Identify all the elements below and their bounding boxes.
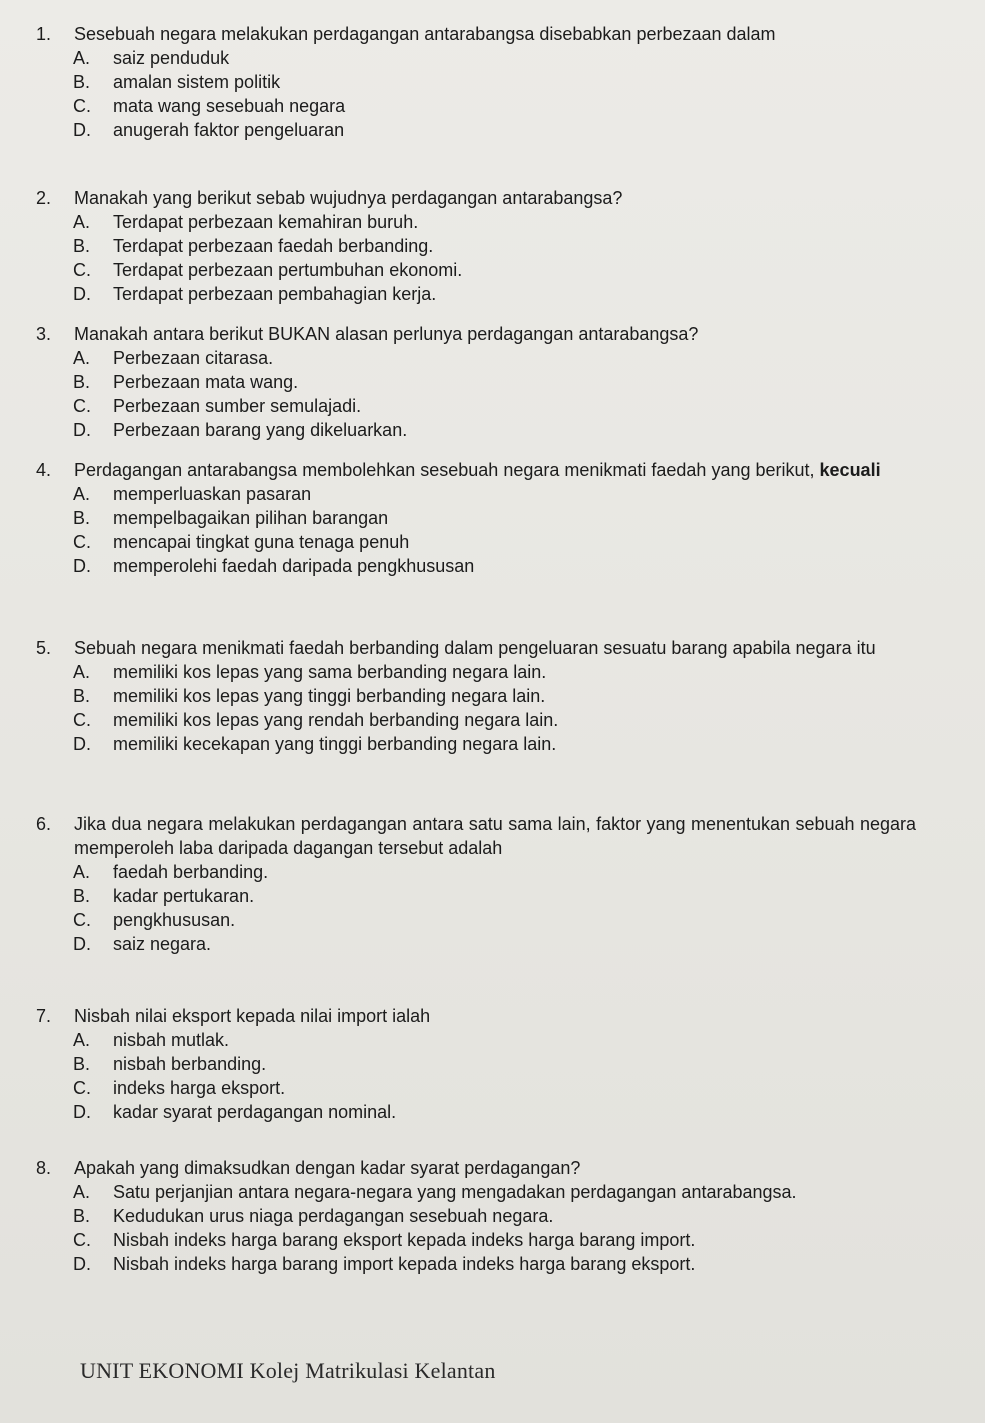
- option-list: [73, 1028, 916, 1124]
- option-text: saiz negara.: [113, 934, 212, 954]
- option-d[interactable]: [73, 418, 916, 442]
- option-text: nisbah mutlak.: [113, 1030, 230, 1050]
- option-text: Terdapat perbezaan pertumbuhan ekonomi.: [113, 260, 463, 280]
- question-5: [36, 636, 916, 756]
- question-text: Manakah yang berikut sebab wujudnya perdagangan antarabangsa?: [74, 188, 623, 208]
- option-c[interactable]: [73, 708, 916, 732]
- option-letter: C.: [73, 910, 91, 930]
- option-text: memiliki kos lepas yang sama berbanding negara lain.: [113, 662, 547, 682]
- option-letter: A.: [73, 662, 91, 682]
- option-letter: B.: [73, 508, 91, 528]
- option-letter: A.: [73, 1030, 91, 1050]
- option-letter: A.: [73, 484, 91, 504]
- option-letter: B.: [73, 72, 91, 92]
- option-b[interactable]: [73, 370, 916, 394]
- option-c[interactable]: [73, 258, 916, 282]
- option-b[interactable]: [73, 234, 916, 258]
- option-a[interactable]: [73, 1180, 916, 1204]
- question-text: Nisbah nilai eksport kepada nilai import ialah: [74, 1006, 431, 1026]
- question-number: 6.: [36, 814, 52, 834]
- option-text: Nisbah indeks harga barang eksport kepada indeks harga barang import.: [113, 1230, 696, 1250]
- option-list: [73, 46, 916, 142]
- option-letter: C.: [73, 1078, 91, 1098]
- question-7: [36, 1004, 916, 1124]
- option-c[interactable]: [73, 1228, 916, 1252]
- option-text: Terdapat perbezaan kemahiran buruh.: [113, 212, 419, 232]
- question-stem: [36, 186, 916, 210]
- option-list: [73, 482, 916, 578]
- option-text: memperolehi faedah daripada pengkhususan: [113, 556, 475, 576]
- question-stem: [36, 458, 916, 482]
- question-stem: [36, 22, 916, 46]
- option-text: mencapai tingkat guna tenaga penuh: [113, 532, 410, 552]
- option-a[interactable]: [73, 860, 916, 884]
- option-b[interactable]: [73, 684, 916, 708]
- option-text: memiliki kos lepas yang rendah berbanding negara lain.: [113, 710, 559, 730]
- option-letter: D.: [73, 556, 91, 576]
- question-text: Sebuah negara menikmati faedah berbanding dalam pengeluaran sesuatu barang apabila negara itu: [74, 638, 876, 658]
- question-stem: [36, 636, 916, 660]
- question-emphasis: kecuali: [819, 460, 881, 480]
- question-2: [36, 186, 916, 306]
- question-text: Sesebuah negara melakukan perdagangan antarabangsa disebabkan perbezaan dalam: [74, 24, 776, 44]
- option-d[interactable]: [73, 732, 916, 756]
- option-letter: D.: [73, 934, 91, 954]
- option-letter: C.: [73, 96, 91, 116]
- question-1: [36, 22, 916, 142]
- question-text-main: Perdagangan antarabangsa membolehkan sesebuah negara menikmati faedah yang berikut,: [74, 460, 815, 480]
- option-c[interactable]: [73, 908, 916, 932]
- question-number: 5.: [36, 638, 52, 658]
- option-letter: D.: [73, 1102, 91, 1122]
- question-stem: [36, 322, 916, 346]
- option-text: faedah berbanding.: [113, 862, 269, 882]
- option-text: Perbezaan barang yang dikeluarkan.: [113, 420, 408, 440]
- option-letter: B.: [73, 1054, 91, 1074]
- question-8: [36, 1156, 916, 1276]
- option-letter: B.: [73, 372, 91, 392]
- question-text: Apakah yang dimaksudkan dengan kadar syarat perdagangan?: [74, 1158, 581, 1178]
- option-c[interactable]: [73, 394, 916, 418]
- question-4: [36, 458, 916, 578]
- option-text: mempelbagaikan pilihan barangan: [113, 508, 389, 528]
- option-text: memiliki kecekapan yang tinggi berbanding negara lain.: [113, 734, 557, 754]
- option-text: Nisbah indeks harga barang import kepada indeks harga barang eksport.: [113, 1254, 696, 1274]
- option-text: Kedudukan urus niaga perdagangan sesebuah negara.: [113, 1206, 554, 1226]
- option-text: anugerah faktor pengeluaran: [113, 120, 345, 140]
- option-letter: B.: [73, 886, 91, 906]
- option-c[interactable]: [73, 530, 916, 554]
- option-text: pengkhususan.: [113, 910, 236, 930]
- option-letter: C.: [73, 710, 91, 730]
- option-a[interactable]: [73, 482, 916, 506]
- option-list: [73, 210, 916, 306]
- option-letter: A.: [73, 212, 91, 232]
- option-list: [73, 860, 916, 956]
- option-text: Perbezaan citarasa.: [113, 348, 274, 368]
- question-text: Manakah antara berikut BUKAN alasan perlunya perdagangan antarabangsa?: [74, 324, 699, 344]
- page-footer: UNIT EKONOMI Kolej Matrikulasi Kelantan: [80, 1358, 496, 1383]
- option-a[interactable]: [73, 660, 916, 684]
- option-letter: A.: [73, 862, 91, 882]
- question-stem: [36, 812, 916, 860]
- option-text: Terdapat perbezaan pembahagian kerja.: [113, 284, 437, 304]
- option-letter: C.: [73, 396, 91, 416]
- option-list: [73, 346, 916, 442]
- option-text: indeks harga eksport.: [113, 1078, 286, 1098]
- question-stem: [36, 1156, 916, 1180]
- option-d[interactable]: [73, 1252, 916, 1276]
- option-letter: D.: [73, 120, 91, 140]
- option-c[interactable]: [73, 94, 916, 118]
- option-text: mata wang sesebuah negara: [113, 96, 346, 116]
- option-text: Perbezaan sumber semulajadi.: [113, 396, 362, 416]
- option-letter: C.: [73, 260, 91, 280]
- option-b[interactable]: [73, 506, 916, 530]
- option-d[interactable]: [73, 1100, 916, 1124]
- option-a[interactable]: [73, 346, 916, 370]
- option-text: Terdapat perbezaan faedah berbanding.: [113, 236, 434, 256]
- question-6: [36, 812, 916, 956]
- option-d[interactable]: [73, 282, 916, 306]
- question-number: 4.: [36, 460, 52, 480]
- option-text: nisbah berbanding.: [113, 1054, 267, 1074]
- option-list: [73, 660, 916, 756]
- option-letter: C.: [73, 532, 91, 552]
- question-number: 7.: [36, 1006, 52, 1026]
- option-b[interactable]: [73, 884, 916, 908]
- option-letter: A.: [73, 48, 91, 68]
- option-text: memiliki kos lepas yang tinggi berbanding negara lain.: [113, 686, 546, 706]
- question-text: Jika dua negara melakukan perdagangan antara satu sama lain, faktor yang menentukan sebuah negara memperoleh laba daripada dagangan tersebut adalah: [74, 814, 916, 858]
- option-text: amalan sistem politik: [113, 72, 281, 92]
- question-number: 2.: [36, 188, 52, 208]
- option-d[interactable]: [73, 118, 916, 142]
- question-number: 3.: [36, 324, 52, 344]
- question-text: [74, 458, 916, 482]
- option-letter: D.: [73, 734, 91, 754]
- option-b[interactable]: [73, 70, 916, 94]
- option-text: Perbezaan mata wang.: [113, 372, 299, 392]
- option-letter: C.: [73, 1230, 91, 1250]
- option-text: kadar pertukaran.: [113, 886, 255, 906]
- option-b[interactable]: [73, 1052, 916, 1076]
- option-text: saiz penduduk: [113, 48, 230, 68]
- option-text: memperluaskan pasaran: [113, 484, 312, 504]
- question-stem: [36, 1004, 916, 1028]
- option-d[interactable]: [73, 932, 916, 956]
- option-letter: A.: [73, 1182, 91, 1202]
- option-letter: D.: [73, 284, 91, 304]
- question-3: [36, 322, 916, 442]
- question-number: 8.: [36, 1158, 52, 1178]
- option-a[interactable]: [73, 1028, 916, 1052]
- option-b[interactable]: [73, 1204, 916, 1228]
- option-letter: B.: [73, 686, 91, 706]
- option-c[interactable]: [73, 1076, 916, 1100]
- option-list: [73, 1180, 916, 1276]
- option-letter: A.: [73, 348, 91, 368]
- option-d[interactable]: [73, 554, 916, 578]
- question-number: 1.: [36, 24, 52, 44]
- option-text: kadar syarat perdagangan nominal.: [113, 1102, 397, 1122]
- option-a[interactable]: [73, 210, 916, 234]
- option-letter: D.: [73, 1254, 91, 1274]
- option-letter: D.: [73, 420, 91, 440]
- option-text: Satu perjanjian antara negara-negara yang mengadakan perdagangan antarabangsa.: [113, 1182, 797, 1202]
- option-letter: B.: [73, 236, 91, 256]
- option-a[interactable]: [73, 46, 916, 70]
- option-letter: B.: [73, 1206, 91, 1226]
